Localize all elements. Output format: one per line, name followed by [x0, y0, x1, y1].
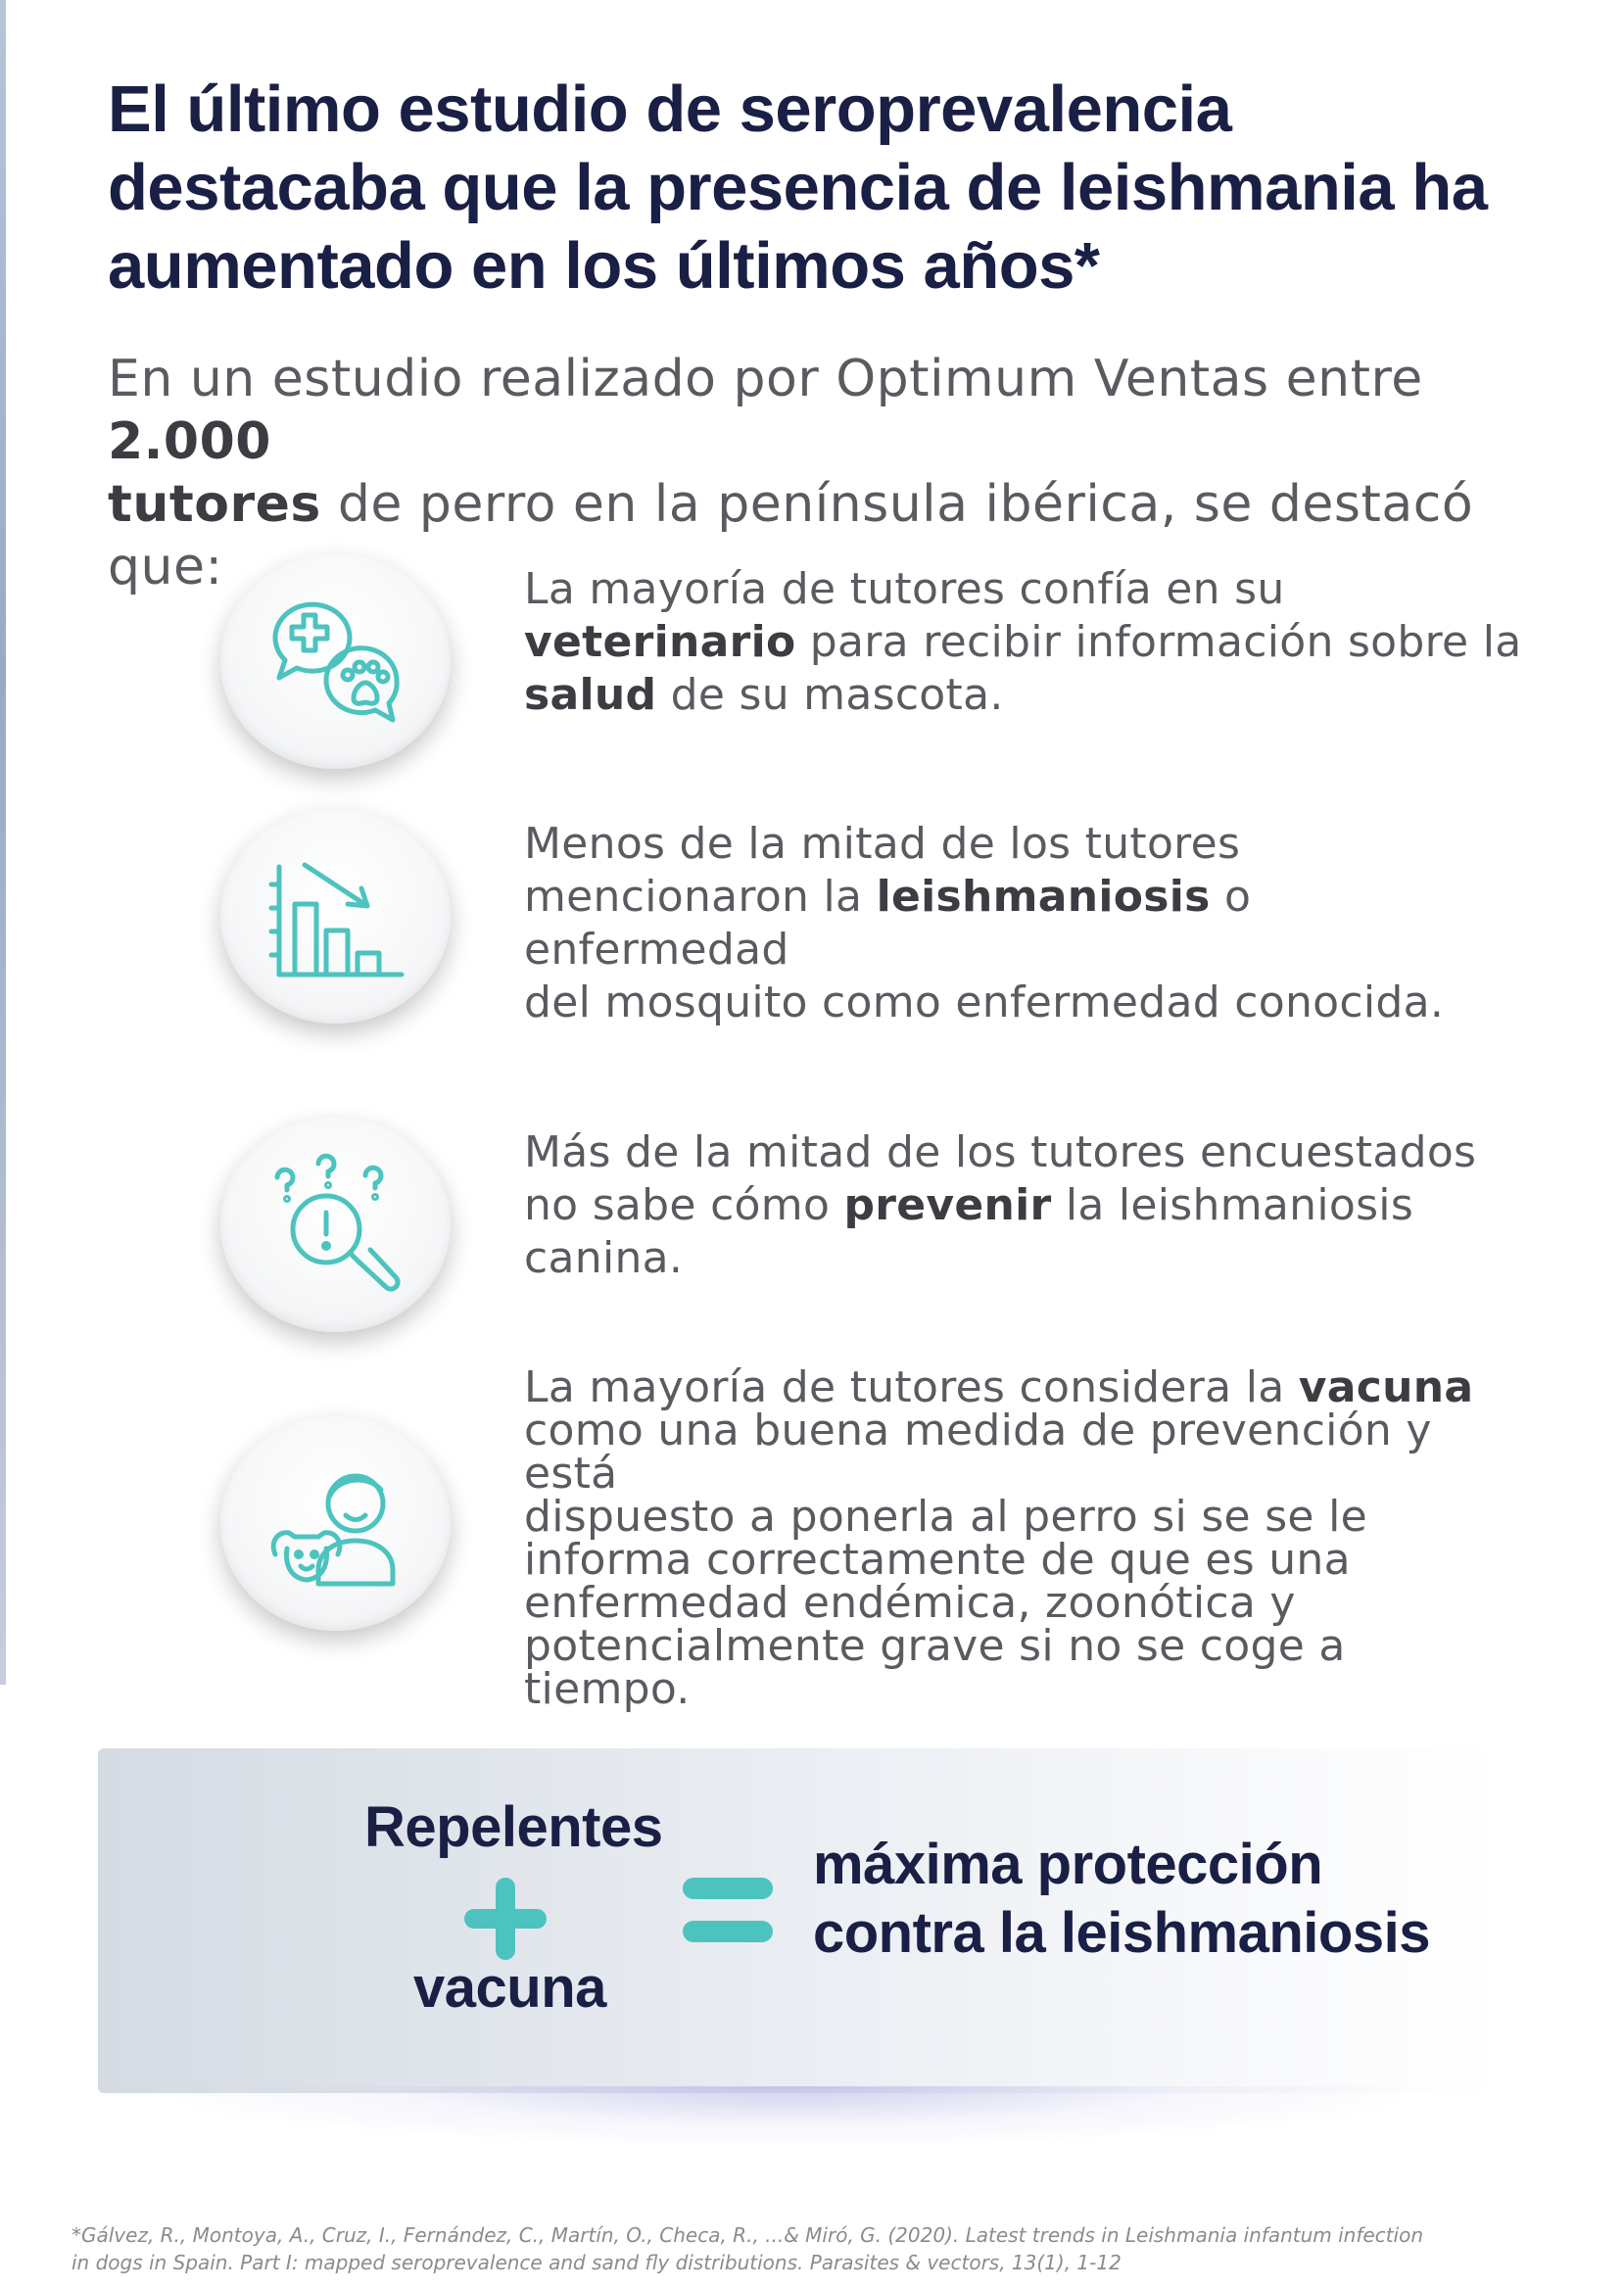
formula-result-line-1: máxima protección — [813, 1833, 1323, 1896]
finding-line: de su mascota. — [656, 670, 1004, 720]
finding-line: mencionaron la — [524, 872, 877, 922]
finding-line: enfermedad endémica, zoonótica y — [524, 1578, 1296, 1628]
question-magnifier-icon — [258, 1146, 414, 1303]
formula-term-vacuna: vacuna — [413, 1956, 606, 2020]
finding-keyword: leishmaniosis — [876, 872, 1211, 922]
finding-line: como una buena medida de prevención y está — [524, 1406, 1432, 1499]
finding-line: dispuesto a ponerla al perro si se se le — [524, 1492, 1367, 1542]
left-edge-strip — [0, 0, 6, 1685]
intro-text-2: de perro en la península ibérica, se destacó que: — [108, 475, 1474, 596]
finding-keyword: veterinario — [524, 617, 796, 667]
finding-line: Menos de la mitad de los tutores — [524, 819, 1241, 869]
citation-line-2: in dogs in Spain. Part I: mapped seroprevalence and sand fly distributions. Parasites & vectors, 13(1), 1-12 — [72, 2251, 1122, 2274]
citation-line-1: *Gálvez, R., Montoya, A., Cruz, I., Fernández, C., Martín, O., Checa, R., ...& Miró, G. (2020). Latest trends in Leishmania infantum infection — [72, 2223, 1423, 2247]
finding-line: o enfermedad — [524, 872, 1252, 975]
finding-line: informa correctamente de que es una — [524, 1535, 1351, 1585]
finding-line: la leishmaniosis — [1051, 1180, 1414, 1230]
finding-line: La mayoría de tutores confía en su — [524, 564, 1285, 614]
finding-keyword: prevenir — [843, 1180, 1052, 1230]
finding-text — [524, 563, 1523, 722]
finding-text — [524, 818, 1523, 1029]
title-line-1: El último estudio de seroprevalencia — [108, 72, 1232, 146]
finding-keyword: vacuna — [1298, 1362, 1474, 1412]
finding-line: potencialmente grave si no se coge a tiempo. — [524, 1621, 1346, 1714]
finding-line: no sabe cómo — [524, 1180, 844, 1230]
page-title — [108, 71, 1557, 306]
finding-icon-disc — [220, 1117, 451, 1332]
formula-term-repelentes: Repelentes — [364, 1795, 663, 1859]
title-line-3: aumentado en los últimos años* — [108, 229, 1100, 303]
finding-icon-disc — [220, 1415, 451, 1631]
formula-result-line-2: contra la leishmaniosis — [813, 1901, 1430, 1965]
finding-line: del mosquito como enfermedad conocida. — [524, 978, 1445, 1027]
finding-line: canina. — [524, 1233, 684, 1283]
finding-line: Más de la mitad de los tutores encuestados — [524, 1127, 1477, 1177]
intro-count: 2.000 — [108, 412, 271, 471]
equals-icon — [683, 1878, 773, 1942]
finding-line: La mayoría de tutores considera la — [524, 1362, 1299, 1412]
title-line-2: destacaba que la presencia de leishmania ha — [108, 151, 1488, 224]
finding-icon-disc — [220, 553, 451, 769]
finding-text — [524, 1126, 1523, 1285]
chat-medical-paw-icon — [258, 583, 414, 739]
plus-icon — [464, 1878, 547, 1960]
intro-tutores: tutores — [108, 475, 321, 534]
finding-keyword: salud — [524, 670, 657, 720]
finding-icon-disc — [220, 808, 451, 1024]
formula-panel-shadow — [176, 2086, 1401, 2145]
intro-text-1: En un estudio realizado por Optimum Ventas entre — [108, 350, 1423, 408]
declining-bar-chart-icon — [258, 837, 414, 994]
owner-with-dog-icon — [258, 1445, 414, 1601]
finding-text — [524, 1362, 1523, 1714]
citation-footnote — [72, 2221, 1462, 2276]
finding-line: para recibir información sobre la — [795, 617, 1522, 667]
